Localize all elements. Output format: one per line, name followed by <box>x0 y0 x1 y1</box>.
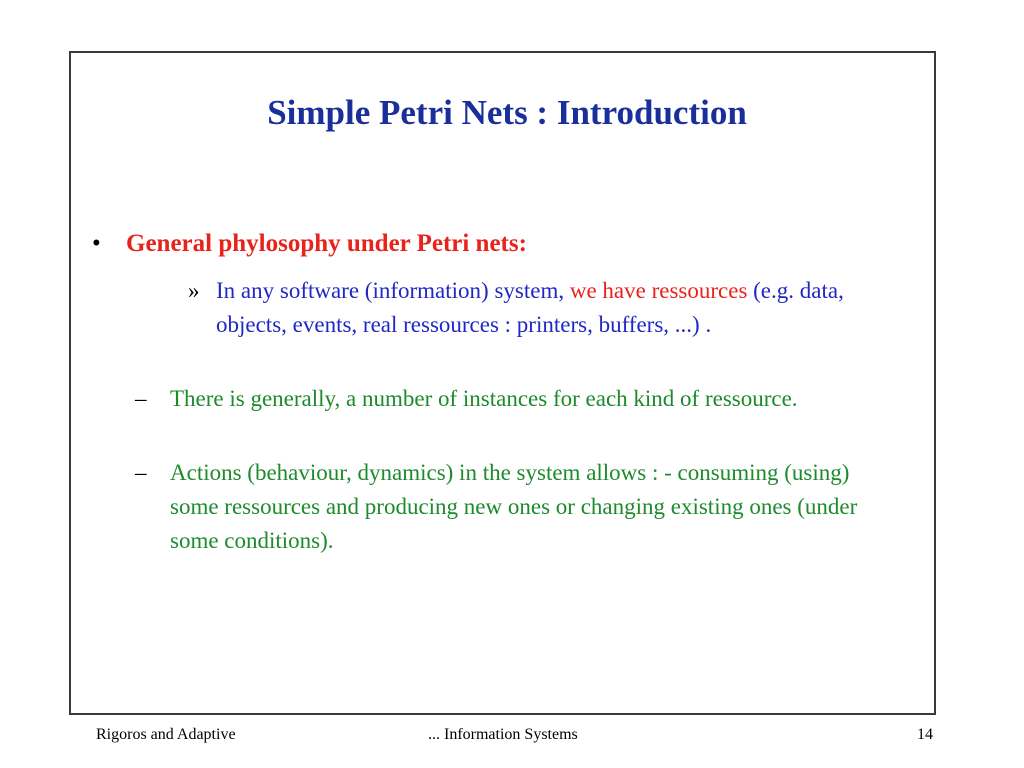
footer-center: ... Information Systems <box>428 726 578 743</box>
dash-point-2-text: Actions (behaviour, dynamics) in the system allows : - consuming (using) some ressources and producing new ones or changing existing ones (under some conditions). <box>170 460 858 553</box>
footer-left: Rigoros and Adaptive <box>96 726 236 743</box>
sub-point-text-2: (e.g. data, objects, events, real ressources : printers, buffers, ...) . <box>216 278 844 337</box>
sub-point <box>188 274 908 342</box>
bullet-mark: • <box>92 230 101 257</box>
main-bullet <box>92 230 527 258</box>
dash-point-1-text: There is generally, a number of instances for each kind of ressource. <box>170 386 798 411</box>
dash-point-1 <box>135 382 895 416</box>
sub-point-mark: » <box>188 278 200 303</box>
main-bullet-text: General phylosophy under Petri nets: <box>126 230 527 257</box>
page-number: 14 <box>917 726 933 743</box>
slide-title: Simple Petri Nets : Introduction <box>267 93 747 132</box>
sub-point-highlight: we have ressources <box>569 278 748 303</box>
dash-mark: – <box>135 386 147 411</box>
sub-point-text-1: In any software (information) system, <box>216 278 570 303</box>
sub-point-body <box>216 274 908 342</box>
dash-mark: – <box>135 460 147 485</box>
dash-point-2 <box>135 456 895 558</box>
